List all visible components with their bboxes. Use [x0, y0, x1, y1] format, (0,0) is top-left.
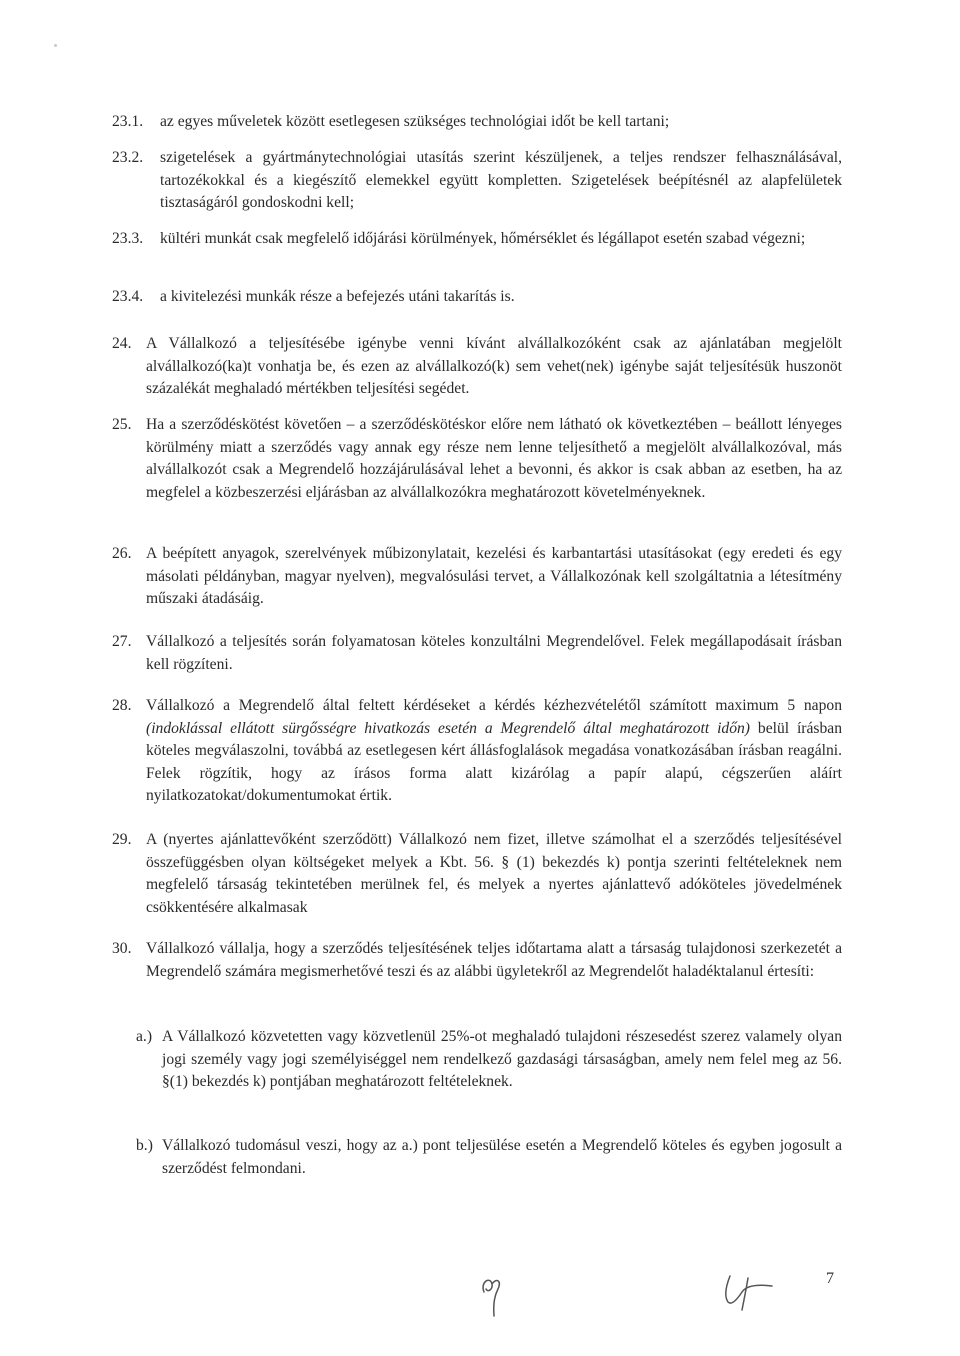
section-number: 23.4. [112, 288, 144, 305]
section-23-1 [112, 111, 842, 134]
section-26 [112, 543, 842, 611]
section-number: 23.2. [112, 149, 144, 166]
section-text-start: Vállalkozó a Megrendelő által feltett kérdéseket a kérdés kézhezvételétől számított maximum 5 napon [146, 697, 842, 714]
section-number: 30. [112, 940, 132, 957]
initials-signature-2 [712, 1268, 782, 1318]
section-number: 25. [112, 416, 132, 433]
subsection-number: a.) [136, 1028, 153, 1045]
section-text: A Vállalkozó a teljesítésébe igénybe venni kívánt alvállalkozóként csak az ajánlatában megjelölt alvállalkozó(ka)t vonhatja be, és ezen az alvállalkozó(k) sem vehet(nek) igénybe saját teljesítésük huszonöt százalékát meghaladó mértékben teljesítési segédet. [146, 335, 842, 398]
section-number: 26. [112, 545, 132, 562]
section-25 [112, 414, 842, 504]
section-text: kültéri munkát csak megfelelő időjárási körülmények, hőmérséklet és légállapot esetén szabad végezni; [160, 230, 806, 247]
section-text: az egyes műveletek között esetlegesen szükséges technológiai időt be kell tartani; [160, 113, 670, 130]
section-text: szigetelések a gyártmánytechnológiai utasítás szerint készüljenek, a teljes rendszer felhasználásával, tartozékokkal és a kiegészítő elemekkel együtt kompletten. Szigetelések beépítésnél az alapfelületek tisztaságáról gondoskodni kell; [160, 149, 842, 212]
section-text-end: belül írásban köteles megválaszolni, továbbá az esetlegesen kért állásfoglalások megadása vonatkozásában írásban reagálni. Felek rögzítik, hogy az írásos forma alatt kizárólag a papír alapú, cégszerűen aláírt nyilatkozatokat/dokumentumokat értik. [146, 719, 843, 805]
section-23-3 [112, 228, 842, 251]
subsection-number: b.) [136, 1137, 153, 1154]
section-28 [112, 695, 842, 808]
section-29 [112, 829, 842, 919]
subsection-a [136, 1026, 842, 1094]
subsection-text: Vállalkozó tudomásul veszi, hogy az a.) pont teljesülése esetén a Megrendelő köteles és egyben jogosult a szerződést felmondani. [162, 1137, 842, 1177]
section-24 [112, 333, 842, 401]
section-text: Vállalkozó vállalja, hogy a szerződés teljesítésének teljes időtartama alatt a társaság tulajdonosi szerkezetét a Megrendelő számára megismerhetővé teszi és az alábbi ügyletekről az Megrendelőt haladéktalanul értesíti: [146, 940, 842, 980]
section-number: 27. [112, 633, 132, 650]
section-number: 29. [112, 831, 132, 848]
section-text-italic: (indoklással ellátott sürgősségre hivatkozás esetén a Megrendelő által meghatározott időn) [146, 719, 751, 737]
section-text: A (nyertes ajánlattevőként szerződött) Vállalkozó nem fizet, illetve számolhat el a szerződés teljesítésével összefüggésben olyan költségeket melyek a Kbt. 56. § (1) bekezdés k) pontja szerinti feltételeknek nem megfelelő társaság tekintetében merülnek fel, és melyek a nyertes ajánlattevő adóköteles jövedelmének csökkentésére alkalmasak [146, 831, 842, 916]
section-number: 23.3. [112, 230, 144, 247]
page-number: 7 [826, 1270, 834, 1287]
section-text: Vállalkozó a teljesítés során folyamatosan köteles konzultálni Megrendelővel. Felek megállapodásait írásban kell rögzíteni. [146, 633, 842, 673]
subsection-text: A Vállalkozó közvetetten vagy közvetlenül 25%-ot meghaladó tulajdoni részesedést szerez valamely olyan jogi személy vagy jogi személyiséggel nem rendelkező gazdasági társaságban, amely nem felel meg az 56. §(1) bekezdés k) pontjában meghatározott feltételeknek. [162, 1028, 842, 1091]
section-23-2 [112, 147, 842, 215]
section-number: 23.1. [112, 113, 144, 130]
section-27 [112, 631, 842, 676]
section-23-4 [112, 286, 842, 309]
section-text: a kivitelezési munkák része a befejezés utáni takarítás is. [160, 288, 515, 305]
section-text: A beépített anyagok, szerelvények műbizonylatait, kezelési és karbantartási utasításokat (egy eredeti és egy másolati példányban, magyar nyelven), megvalósulási tervet, a Vállalkozónak kell szolgáltatnia a létesítmény műszaki átadásáig. [146, 545, 842, 608]
scan-speck [54, 44, 57, 47]
initials-signature-1 [472, 1262, 512, 1322]
subsection-b [136, 1135, 842, 1180]
section-text [146, 695, 842, 808]
section-number: 24. [112, 335, 132, 352]
section-number: 28. [112, 697, 132, 714]
section-30 [112, 938, 842, 983]
section-text: Ha a szerződéskötést követően – a szerződéskötéskor előre nem látható ok következtében – beállott lényeges körülmény miatt a szerződés vagy annak egy része nem lenne teljesíthető a megjelölt alvállalkozóval, más alvállalkozót csak a Megrendelő hozzájárulásával lehet a bevonni, és akkor is csak abban az esetben, ha az megfelel a közbeszerzési eljárásban az alvállalkozókra meghatározott követelményeknek. [146, 416, 842, 501]
